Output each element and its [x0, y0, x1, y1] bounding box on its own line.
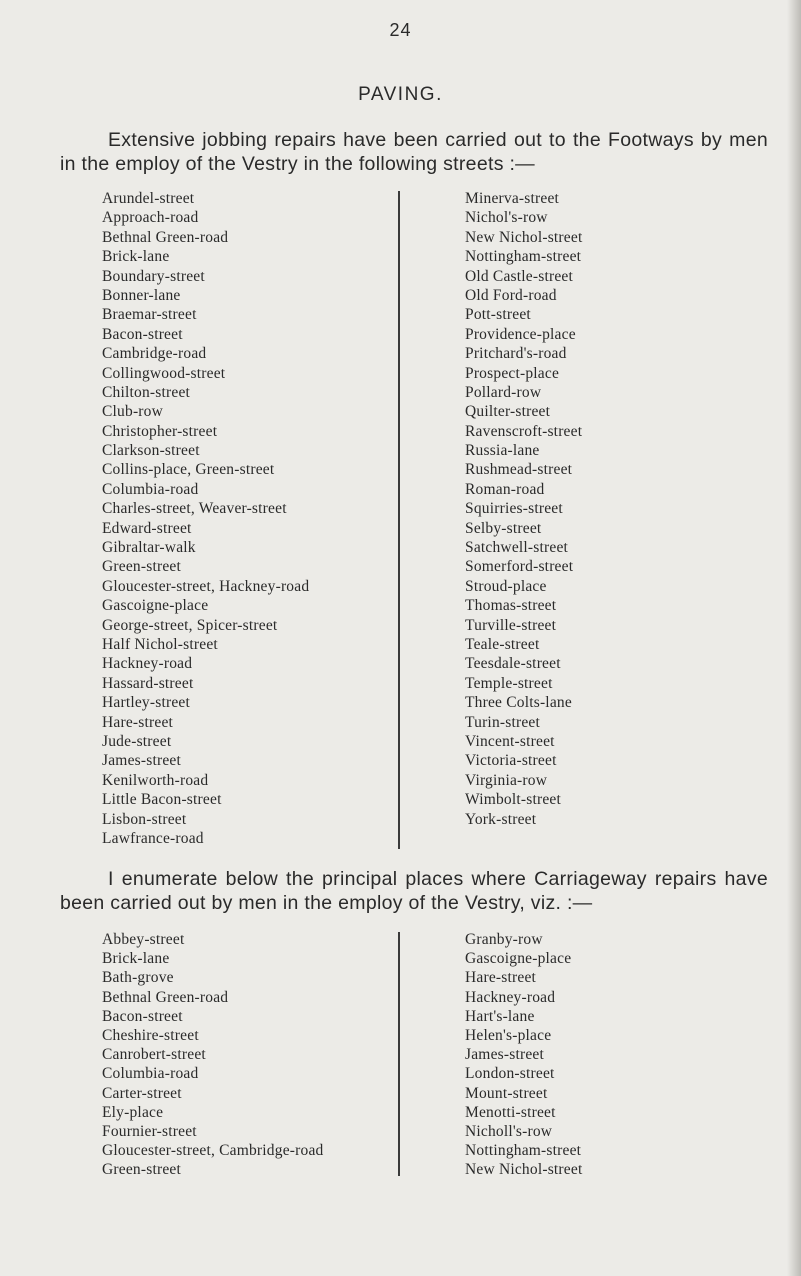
street-entry: Columbia-road [102, 1065, 199, 1083]
street-entry: Edward-street [102, 519, 192, 537]
street-entry: Cambridge-road [102, 345, 207, 363]
street-entry: Nichol's-row [465, 209, 548, 227]
street-entry: Collingwood-street [102, 364, 226, 382]
street-entry: Quilter-street [465, 403, 551, 421]
street-entry: Old Castle-street [465, 267, 573, 285]
street-entry: George-street, Spicer-street [102, 616, 278, 634]
street-entry: Gibraltar-walk [102, 539, 196, 557]
footways-intro-text: Extensive jobbing repairs have been carried out to the Footways by men in the employ of the Vestry in the following streets :— [60, 129, 768, 175]
street-entry: Cheshire-street [102, 1026, 199, 1044]
street-entry: Nottingham-street [465, 248, 582, 266]
street-entry: Kenilworth-road [102, 771, 209, 789]
street-entry: Club-row [102, 403, 164, 421]
column-divider [398, 191, 400, 849]
street-entry: Selby-street [465, 519, 542, 537]
street-entry: London-street [465, 1065, 555, 1083]
street-entry: Hare-street [465, 969, 537, 987]
street-entry: Russia-lane [465, 442, 540, 460]
street-entry: Stroud-place [465, 577, 547, 595]
street-entry: Ely-place [102, 1103, 164, 1121]
street-entry: Three Colts-lane [465, 694, 572, 712]
street-entry: Hart's-lane [465, 1007, 535, 1025]
street-entry: Abbey-street [102, 931, 185, 948]
street-entry: Braemar-street [102, 306, 197, 324]
street-entry: Nicholl's-row [465, 1122, 553, 1140]
street-entry: Bethnal Green-road [102, 228, 229, 246]
street-entry: Half Nichol-street [102, 635, 218, 653]
street-entry: Lawfrance-road [102, 829, 204, 847]
street-entry: James-street [465, 1046, 545, 1064]
street-entry: Bethnal Green-road [102, 988, 229, 1006]
street-entry: Hare-street [102, 713, 174, 731]
street-entry: Bacon-street [102, 325, 183, 343]
street-entry: Turville-street [465, 616, 557, 634]
page-edge-shadow [787, 0, 801, 1276]
street-entry: Bonner-lane [102, 286, 181, 304]
street-entry: Approach-road [102, 209, 199, 227]
street-entry: Arundel-street [102, 190, 195, 207]
street-entry: Gloucester-street, Hackney-road [102, 577, 310, 595]
street-entry: Somerford-street [465, 558, 574, 576]
street-entry: Boundary-street [102, 267, 205, 285]
street-entry: Hartley-street [102, 694, 191, 712]
street-entry: Charles-street, Weaver-street [102, 500, 287, 518]
street-entry: Virginia-row [465, 771, 548, 789]
street-entry: Prospect-place [465, 364, 560, 382]
street-entry: Minerva-street [465, 190, 560, 207]
street-entry: Chilton-street [102, 383, 191, 401]
street-entry: Canrobert-street [102, 1046, 206, 1064]
street-entry: James-street [102, 752, 182, 770]
street-entry: Brick-lane [102, 248, 170, 266]
street-entry: Lisbon-street [102, 810, 187, 828]
street-entry: Squirries-street [465, 500, 563, 518]
street-entry: Green-street [102, 1161, 181, 1179]
street-entry: Menotti-street [465, 1103, 556, 1121]
street-entry: Bacon-street [102, 1007, 183, 1025]
street-entry: Bath-grove [102, 969, 174, 987]
street-entry: Hackney-road [102, 655, 193, 673]
street-entry: Carter-street [102, 1084, 182, 1102]
street-entry: Ravenscroft-street [465, 422, 583, 440]
street-entry: Thomas-street [465, 597, 557, 615]
street-entry: Hackney-road [465, 988, 556, 1006]
street-entry: Turin-street [465, 713, 541, 731]
street-entry: Roman-road [465, 480, 545, 498]
footways-left-column [102, 189, 309, 848]
street-entry: Old Ford-road [465, 286, 557, 304]
street-entry: Providence-place [465, 325, 576, 343]
street-entry: Teale-street [465, 635, 540, 653]
street-entry: Granby-row [465, 931, 543, 948]
street-entry: York-street [465, 810, 537, 828]
street-entry: Nottingham-street [465, 1142, 582, 1160]
footways-intro [60, 128, 768, 176]
street-entry: Gascoigne-place [102, 597, 209, 615]
street-entry: Victoria-street [465, 752, 557, 770]
street-entry: Temple-street [465, 674, 553, 692]
carriageway-intro-text: I enumerate below the principal places where Carriageway repairs have been carried out by men in the employ of the Vestry, viz. :— [60, 868, 768, 914]
street-entry: New Nichol-street [465, 228, 583, 246]
footways-right-column [465, 189, 582, 829]
street-entry: Hassard-street [102, 674, 194, 692]
street-entry: Clarkson-street [102, 442, 200, 460]
street-entry: Satchwell-street [465, 539, 569, 557]
street-entry: Jude-street [102, 732, 172, 750]
street-entry: Teesdale-street [465, 655, 561, 673]
street-entry: Wimbolt-street [465, 791, 562, 809]
carriageway-intro [60, 867, 768, 915]
street-entry: Christopher-street [102, 422, 218, 440]
section-title: PAVING. [358, 84, 443, 105]
street-entry: Pott-street [465, 306, 531, 324]
page-number: 24 [389, 20, 412, 40]
street-entry: Vincent-street [465, 732, 555, 750]
street-entry: Green-street [102, 558, 181, 576]
street-entry: Columbia-road [102, 480, 199, 498]
street-entry: Little Bacon-street [102, 791, 222, 809]
street-entry: Helen's-place [465, 1026, 552, 1044]
carriageway-right-column [465, 930, 582, 1179]
street-entry: Rushmead-street [465, 461, 573, 479]
street-entry: Gascoigne-place [465, 950, 572, 968]
street-entry: Brick-lane [102, 950, 170, 968]
street-entry: New Nichol-street [465, 1161, 583, 1179]
street-entry: Mount-street [465, 1084, 548, 1102]
street-entry: Pritchard's-road [465, 345, 567, 363]
street-entry: Fournier-street [102, 1122, 197, 1140]
street-entry: Gloucester-street, Cambridge-road [102, 1142, 324, 1160]
street-entry: Collins-place, Green-street [102, 461, 275, 479]
street-entry: Pollard-row [465, 383, 542, 401]
carriageway-left-column [102, 930, 323, 1179]
column-divider [398, 932, 400, 1176]
